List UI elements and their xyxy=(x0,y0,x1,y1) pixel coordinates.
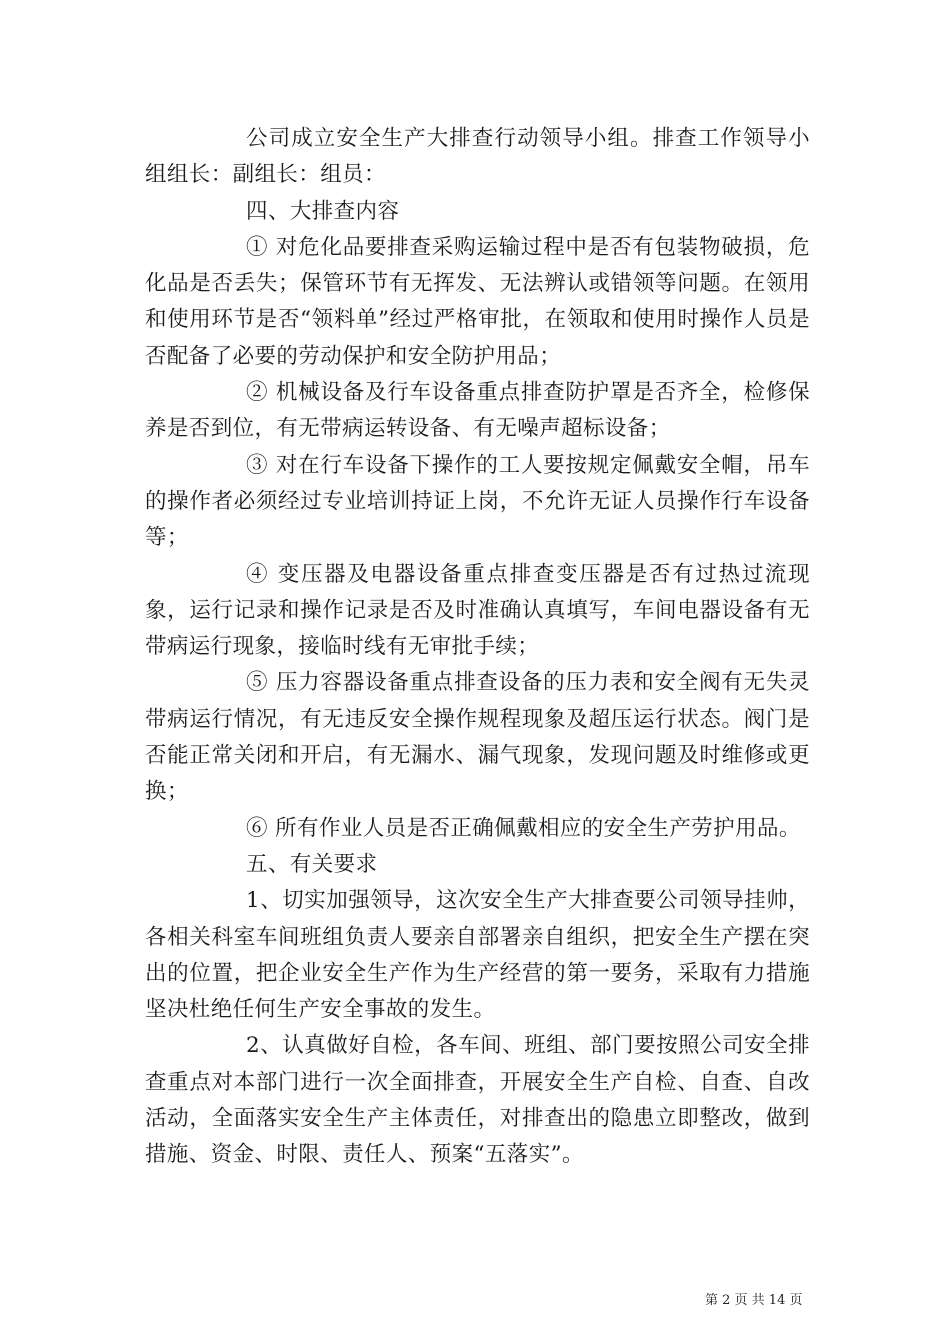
list-item-hazardous-chemicals: ① 对危化品要排查采购运输过程中是否有包装物破损，危化品是否丢失；保管环节有无挥发、无法辨认或错领等问题。在领用和使用环节是否“领料单”经过严格审批，在领取和使用时操作人员是否配备了必要的劳动保护和安全防护用品； xyxy=(145,234,810,369)
list-item-crane-operation: ③ 对在行车设备下操作的工人要按规定佩戴安全帽，吊车的操作者必须经过专业培训持证上岗，不允许无证人员操作行车设备等； xyxy=(145,452,810,551)
section-heading-content: 四、大排查内容 xyxy=(246,198,400,224)
page-number: 第 2 页 共 14 页 xyxy=(705,1293,803,1308)
document-body xyxy=(145,121,810,1174)
list-item-machinery: ② 机械设备及行车设备重点排查防护罩是否齐全，检修保养是否到位，有无带病运转设备、有无噪声超标设备； xyxy=(145,380,810,442)
section-heading-requirements: 五、有关要求 xyxy=(246,851,378,877)
list-item-protective-gear: ⑥ 所有作业人员是否正确佩戴相应的安全生产劳护用品。 xyxy=(246,815,801,841)
list-item-transformer: ④ 变压器及电器设备重点排查变压器是否有过热过流现象，运行记录和操作记录是否及时准确认真填写，车间电器设备有无带病运行现象，接临时线有无审批手续； xyxy=(145,561,810,660)
paragraph-leadership-group: 公司成立安全生产大排查行动领导小组。排查工作领导小组组长：副组长：组员： xyxy=(145,126,810,188)
requirement-self-inspection: 2、认真做好自检，各车间、班组、部门要按照公司安全排查重点对本部门进行一次全面排查，开展安全生产自检、自查、自改活动，全面落实安全生产主体责任，对排查出的隐患立即整改，做到措施、资金、时限、责任人、预案“五落实”。 xyxy=(145,1033,810,1168)
requirement-leadership: 1、切实加强领导，这次安全生产大排查要公司领导挂帅，各相关科室车间班组负责人要亲自部署亲自组织，把安全生产摆在突出的位置，把企业安全生产作为生产经营的第一要务，采取有力措施坚决杜绝任何生产安全事故的发生。 xyxy=(145,888,810,1023)
list-item-pressure-vessel: ⑤ 压力容器设备重点排查设备的压力表和安全阀有无失灵带病运行情况，有无违反安全操作规程现象及超压运行状态。阀门是否能正常关闭和开启，有无漏水、漏气现象，发现问题及时维修或更换； xyxy=(145,670,810,805)
